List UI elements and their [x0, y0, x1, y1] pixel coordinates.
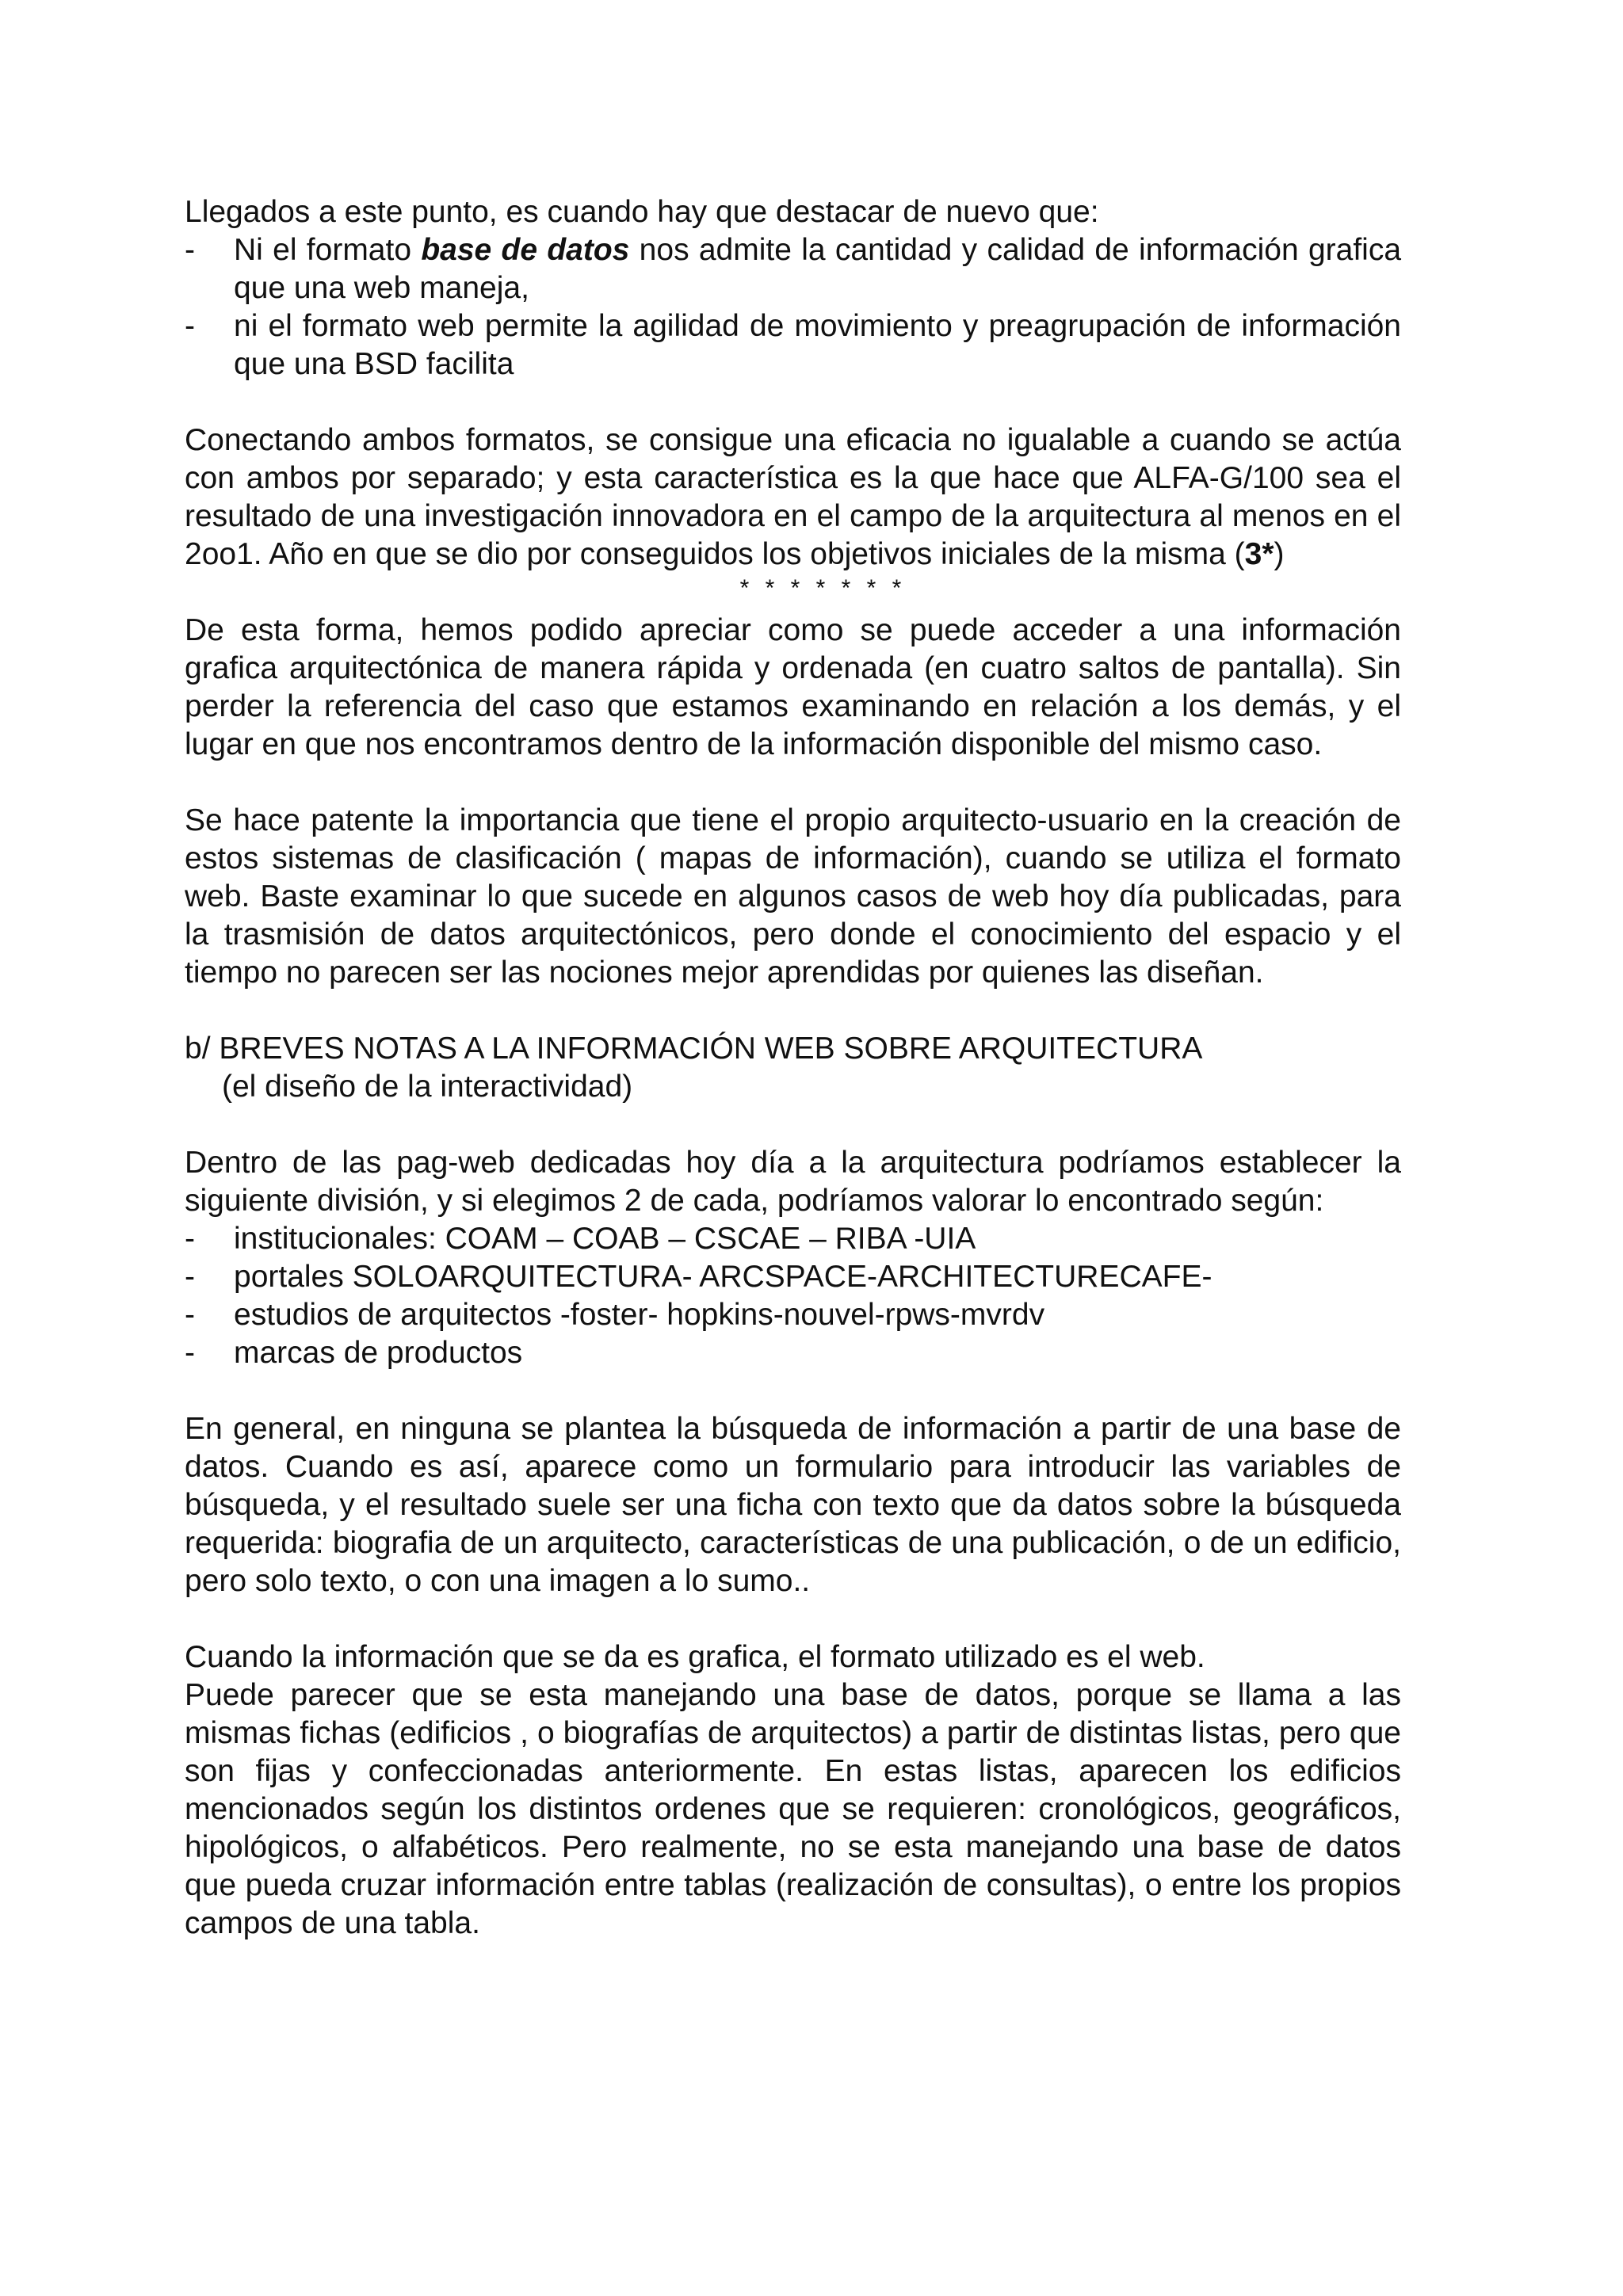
emphasis-text: base de datos [421, 233, 630, 267]
paragraph-patente: Se hace patente la importancia que tiene el propio arquitecto-usuario en la creación de estos sistemas de clasificación ( mapas de información), cuando se utiliza el formato web. Baste examinar lo que sucede en algunos casos de web hoy día publicadas, para la trasmisión de datos arquitectónicos, pero donde el conocimiento del espacio y el tiempo no parecen ser las nociones mejor aprendidas por quienes las diseñan. [185, 803, 1401, 990]
page-body [185, 193, 1401, 1943]
list-dash: - [185, 1298, 195, 1332]
requirements-list [185, 231, 1401, 383]
asterisk-separator: * * * * * * * [739, 575, 907, 601]
list-item: - estudios de arquitectos -foster- hopkins-nouvel-rpws-mvrdv [185, 1296, 1401, 1334]
list-dash: - [185, 309, 195, 343]
list-item: - ni el formato web permite la agilidad de movimiento y preagrupación de información que una BSD facilita [185, 309, 1401, 381]
list-dash: - [185, 1222, 195, 1256]
paragraph-general: En general, en ninguna se plantea la búsqueda de información a partir de una base de datos. Cuando es así, aparece como un formulario para introducir las variables de búsqueda, y el resultado suele ser una ficha con texto que da datos sobre la búsqueda requerida: biografia de un arquitecto, características de una publicación, o de un edificio, pero solo texto, o con una imagen a lo sumo.. [185, 1412, 1401, 1598]
list-dash: - [185, 1260, 195, 1294]
list-dash: - [185, 1336, 195, 1370]
paragraph-dentro: Dentro de las pag-web dedicadas hoy día a la arquitectura podríamos establecer la siguiente división, y si elegimos 2 de cada, podríamos valorar lo encontrado según: [185, 1146, 1401, 1218]
list-item: - marcas de productos [185, 1334, 1401, 1372]
paragraph-forma: De esta forma, hemos podido apreciar como se puede acceder a una información grafica arquitectónica de manera rápida y ordenada (en cuatro saltos de pantalla). Sin perder la referencia del caso que estamos examinando en relación a los demás, y el lugar en que nos encontramos dentro de la información disponible del mismo caso. [185, 613, 1401, 761]
section-subheading: (el diseño de la interactividad) [222, 1070, 633, 1104]
section-heading: b/ BREVES NOTAS A LA INFORMACIÓN WEB SOBRE ARQUITECTURA [185, 1032, 1203, 1066]
list-item: - institucionales: COAM – COAB – CSCAE – RIBA -UIA [185, 1220, 1401, 1258]
paragraph-connect: Conectando ambos formatos, se consigue una eficacia no igualable a cuando se actúa con ambos por separado; y esta característica es la que hace que ALFA-G/100 sea el resultado de una investigación innovadora en el campo de la arquitectura al menos en el 2oo1. Año en que se dio por conseguidos los objetivos iniciales de la misma (3*) [185, 423, 1401, 571]
footnote-reference: 3* [1244, 537, 1274, 571]
list-item: - portales SOLOARQUITECTURA- ARCSPACE-ARCHITECTURECAFE- [185, 1258, 1401, 1296]
paragraph-cuando: Cuando la información que se da es grafica, el formato utilizado es el web. [185, 1640, 1205, 1674]
list-item: - Ni el formato base de datos nos admite la cantidad y calidad de información grafica que una web maneja, [185, 233, 1402, 305]
web-categories-list [185, 1220, 1401, 1372]
intro-line: Llegados a este punto, es cuando hay que destacar de nuevo que: [185, 195, 1099, 229]
paragraph-puede: Puede parecer que se esta manejando una base de datos, porque se llama a las mismas fichas (edificios , o biografías de arquitectos) a partir de distintas listas, pero que son fijas y confeccionadas anteriormente. En estas listas, aparecen los edificios mencionados según los distintos ordenes que se requieren: cronológicos, geográficos, hipológicos, o alfabéticos. Pero realmente, no se esta manejando una base de datos que pueda cruzar información entre tablas (realización de consultas), o entre los propios campos de una tabla. [185, 1678, 1401, 1940]
list-dash: - [185, 233, 195, 267]
